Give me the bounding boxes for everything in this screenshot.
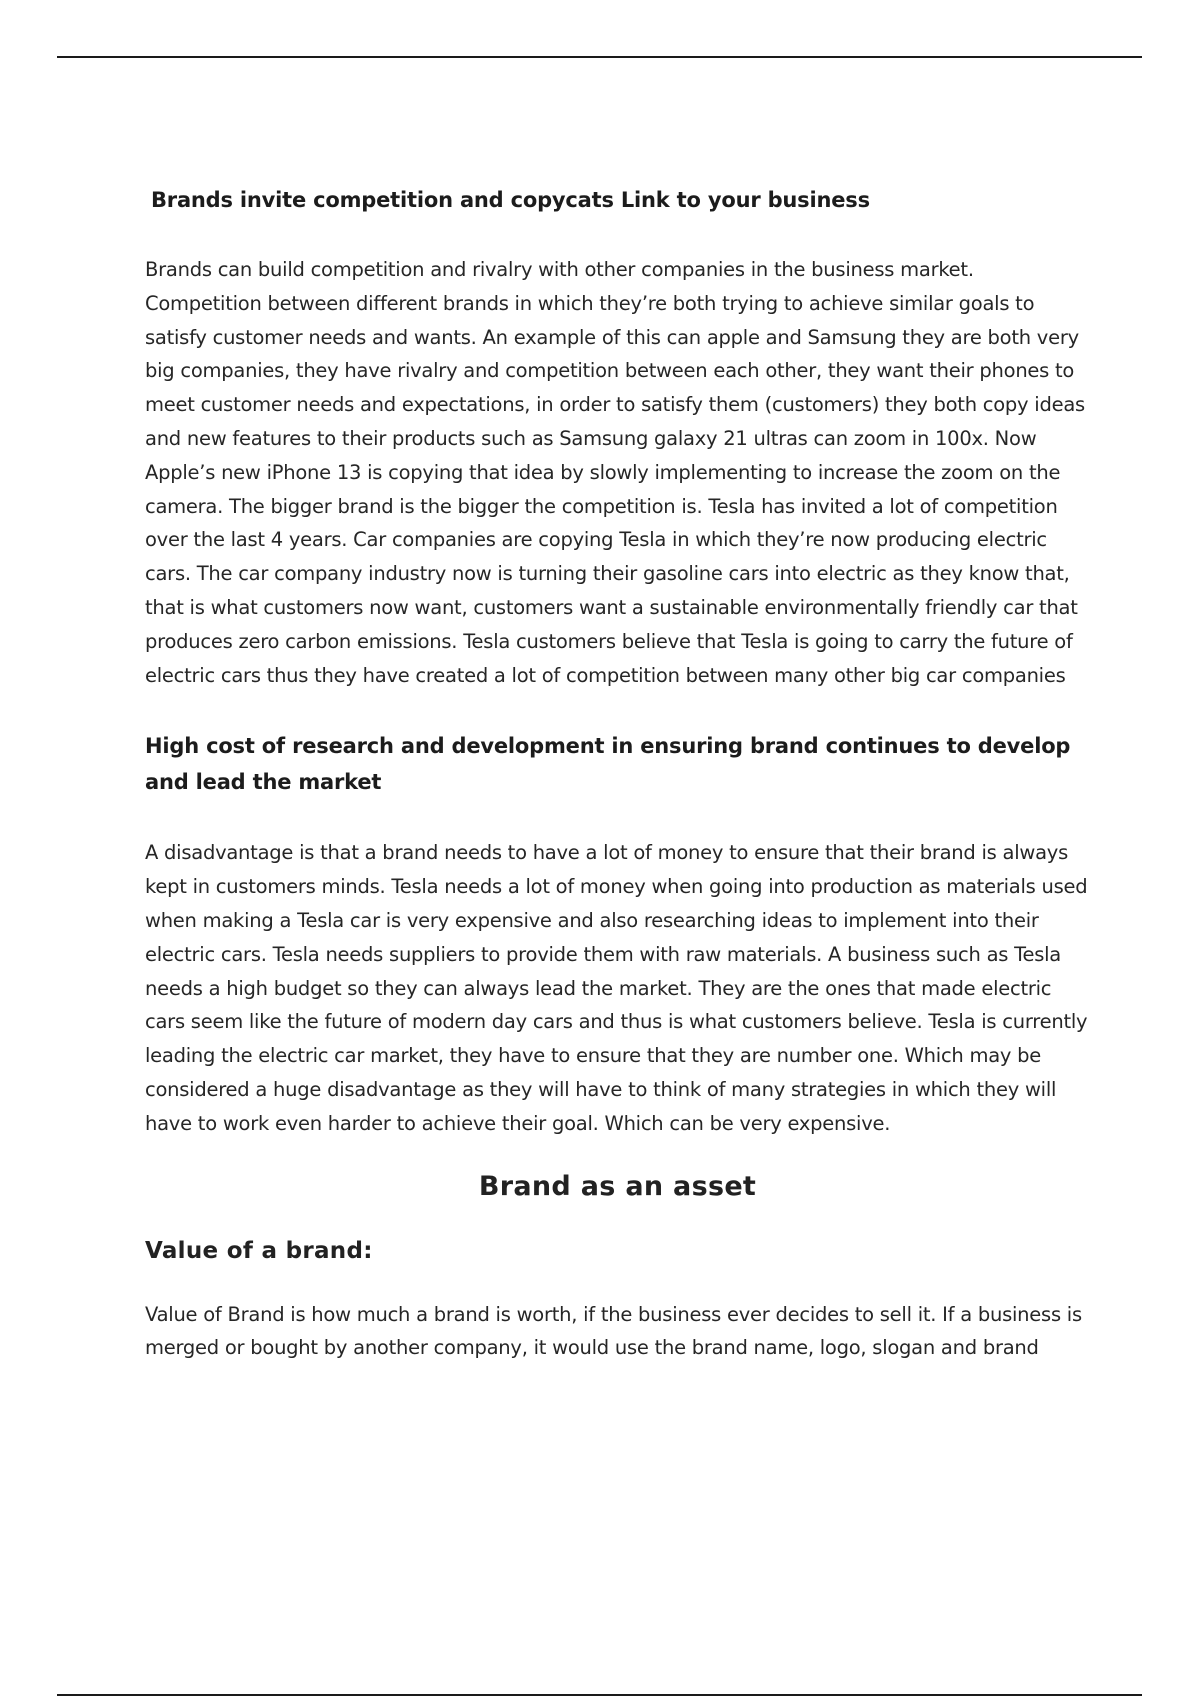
page-content (145, 182, 1090, 1365)
heading-high-cost-research: High cost of research and development in ensuring brand continues to develop and lead the market (145, 734, 1071, 795)
heading-brand-as-asset: Brand as an asset (478, 1170, 757, 1202)
paragraph-disadvantage: A disadvantage is that a brand needs to have a lot of money to ensure that their brand is always kept in customers minds. Tesla needs a lot of money when going into production as materials used when making a Tesla car is very expensive and also researching ideas to implement into their electric cars. Tesla needs suppliers to provide them with raw materials. A business such as Tesla needs a high budget so they can always lead the market. They are the ones that made electric cars seem like the future of modern day cars and thus is what customers believe. Tesla is currently leading the electric car market, they have to ensure that they are number one. Which may be considered a huge disadvantage as they will have to think of many strategies in which they will have to work even harder to achieve their goal. Which can be very expensive. (145, 841, 1088, 1135)
heading-brands-invite-competition: Brands invite competition and copycats Link to your business (151, 188, 870, 212)
bottom-rule (57, 1694, 1142, 1696)
paragraph-value-of-brand: Value of Brand is how much a brand is worth, if the business ever decides to sell it. If a business is merged or bought by another company, it would use the brand name, logo, slogan and brand (145, 1302, 1082, 1360)
paragraph-competition: Brands can build competition and rivalry with other companies in the business market. Competition between different brands in which they’re both trying to achieve similar goals to satisfy customer needs and wants. An example of this can apple and Samsung they are both very big companies, they have rivalry and competition between each other, they want their phones to meet customer needs and expectations, in order to satisfy them (customers) they both copy ideas and new features to their products such as Samsung galaxy 21 ultras can zoom in 100x. Now Apple’s new iPhone 13 is copying that idea by slowly implementing to increase the zoom on the camera. The bigger brand is the bigger the competition is. Tesla has invited a lot of competition over the last 4 years. Car companies are copying Tesla in which they’re now producing electric cars. The car company industry now is turning their gasoline cars into electric as they know that, that is what customers now want, customers want a sustainable environmentally friendly car that produces zero carbon emissions. Tesla customers believe that Tesla is going to carry the future of electric cars thus they have created a lot of competition between many other big car companies (145, 258, 1085, 687)
top-rule (57, 56, 1142, 58)
heading-value-of-brand: Value of a brand: (145, 1237, 373, 1264)
